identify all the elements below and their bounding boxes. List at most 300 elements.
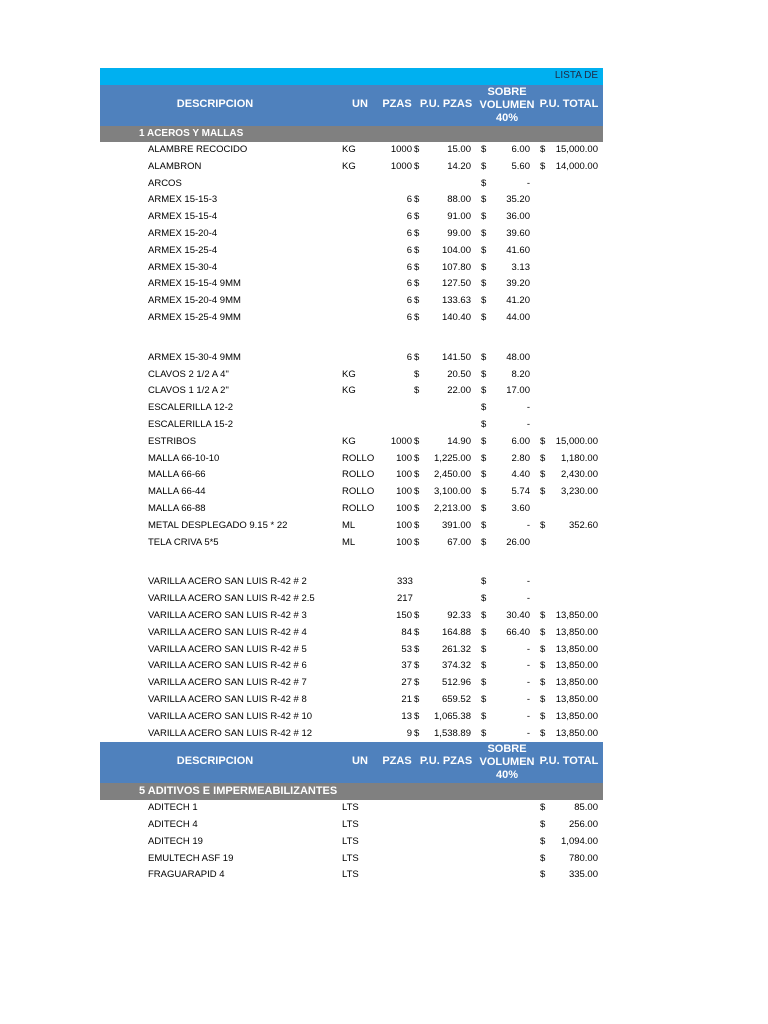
currency-sign: $ xyxy=(481,385,487,397)
currency-sign: $ xyxy=(414,536,420,548)
table-row xyxy=(100,159,603,176)
cell-pu-total: 2,430.00 xyxy=(561,469,598,481)
cell-pu-total: 13,850.00 xyxy=(555,626,598,638)
currency-sign: $ xyxy=(481,435,487,447)
header-sobre-volumen: SOBRE VOLUMEN 40% xyxy=(479,743,535,782)
currency-sign: $ xyxy=(481,418,487,430)
currency-sign: $ xyxy=(540,802,546,814)
cell-sobre-volumen: - xyxy=(526,418,530,430)
cell-descripcion: MALLA 66-10-10 xyxy=(148,452,220,464)
cell-pzas: 100 xyxy=(396,519,412,531)
cell-descripcion: VARILLA ACERO SAN LUIS R-42 # 4 xyxy=(148,626,307,638)
cell-pu-total: 780.00 xyxy=(568,852,598,864)
cell-pu-total: 13,850.00 xyxy=(555,693,598,705)
cell-un: ROLLO xyxy=(342,469,375,481)
header-un: UN xyxy=(352,755,368,768)
currency-sign: $ xyxy=(481,177,487,189)
cell-descripcion: VARILLA ACERO SAN LUIS R-42 # 6 xyxy=(148,660,307,672)
cell-descripcion: EMULTECH ASF 19 xyxy=(148,852,234,864)
cell-pu-pzas: 22.00 xyxy=(447,385,471,397)
table-row xyxy=(100,350,603,367)
cell-pu-total: 14,000.00 xyxy=(555,160,598,172)
cell-pu-pzas: 2,213.00 xyxy=(434,502,471,514)
currency-sign: $ xyxy=(540,144,546,155)
currency-sign: $ xyxy=(481,519,487,531)
cell-sobre-volumen: 4.40 xyxy=(511,469,530,481)
cell-descripcion: FRAGUARAPID 4 xyxy=(148,869,225,881)
currency-sign: $ xyxy=(481,660,487,672)
currency-sign: $ xyxy=(414,227,420,239)
table-row xyxy=(100,642,603,659)
cell-pzas: 37 xyxy=(401,660,412,672)
currency-sign: $ xyxy=(540,609,546,621)
currency-sign: $ xyxy=(540,486,546,498)
cell-pzas: 6 xyxy=(406,295,412,307)
cell-pu-total: 13,850.00 xyxy=(555,710,598,722)
currency-sign: $ xyxy=(481,144,487,155)
cell-pzas: 13 xyxy=(401,710,412,722)
currency-sign: $ xyxy=(540,435,546,447)
cell-pzas: 6 xyxy=(406,211,412,223)
currency-sign: $ xyxy=(540,469,546,481)
header-pzas: PZAS xyxy=(382,755,412,768)
cell-sobre-volumen: 30.40 xyxy=(506,609,530,621)
currency-sign: $ xyxy=(414,710,420,722)
cell-pu-total: 352.60 xyxy=(568,519,598,531)
cell-descripcion: VARILLA ACERO SAN LUIS R-42 # 2 xyxy=(148,576,307,588)
cell-sobre-volumen: - xyxy=(526,693,530,705)
cell-pu-pzas: 512.96 xyxy=(441,677,471,689)
currency-sign: $ xyxy=(481,452,487,464)
cell-un: ROLLO xyxy=(342,452,375,464)
table-row xyxy=(100,658,603,675)
currency-sign: $ xyxy=(540,626,546,638)
table-row xyxy=(100,675,603,692)
column-header-2 xyxy=(100,742,603,783)
table-row xyxy=(100,518,603,535)
cell-descripcion: ESCALERILLA 12-2 xyxy=(148,402,234,414)
cell-descripcion: ESTRIBOS xyxy=(148,435,197,447)
cell-sobre-volumen: 2.80 xyxy=(511,452,530,464)
cell-sobre-volumen: 5.60 xyxy=(511,160,530,172)
cell-pzas: 1000 xyxy=(390,160,412,172)
cell-descripcion: ARMEX 15-15-4 xyxy=(148,211,218,223)
currency-sign: $ xyxy=(540,869,546,881)
currency-sign: $ xyxy=(481,469,487,481)
cell-sobre-volumen: - xyxy=(526,576,530,588)
currency-sign: $ xyxy=(414,351,420,363)
cell-descripcion: ARMEX 15-25-4 xyxy=(148,244,218,256)
header-descripcion: DESCRIPCION xyxy=(176,98,254,110)
cell-pu-pzas: 141.50 xyxy=(441,351,471,363)
currency-sign: $ xyxy=(481,727,487,739)
table-row xyxy=(100,851,603,868)
cell-descripcion: MALLA 66-88 xyxy=(148,502,206,514)
cell-pu-total: 1,180.00 xyxy=(561,452,598,464)
cell-un: LTS xyxy=(342,852,359,864)
cell-sobre-volumen: 5.74 xyxy=(511,486,530,498)
cell-pzas: 53 xyxy=(401,643,412,655)
currency-sign: $ xyxy=(481,536,487,548)
cell-pu-pzas: 20.50 xyxy=(447,368,471,380)
table-row xyxy=(100,501,603,518)
cell-pzas: 6 xyxy=(406,227,412,239)
cell-sobre-volumen: 17.00 xyxy=(506,385,530,397)
cell-sobre-volumen: - xyxy=(526,402,530,414)
currency-sign: $ xyxy=(481,278,487,290)
currency-sign: $ xyxy=(540,693,546,705)
cell-sobre-volumen: 41.20 xyxy=(506,295,530,307)
cell-pu-pzas: 107.80 xyxy=(441,261,471,273)
currency-sign: $ xyxy=(481,677,487,689)
table-row xyxy=(100,800,603,817)
cell-pu-total: 1,094.00 xyxy=(561,835,598,847)
cell-descripcion: METAL DESPLEGADO 9.15 * 22 xyxy=(148,519,288,531)
cell-pu-pzas: 67.00 xyxy=(447,536,471,548)
currency-sign: $ xyxy=(481,402,487,414)
table-row xyxy=(100,608,603,625)
header-pzas: PZAS xyxy=(382,98,412,110)
header-sobre-volumen: SOBRE VOLUMEN 40% xyxy=(479,86,535,124)
cell-pzas: 217 xyxy=(397,593,413,605)
cell-sobre-volumen: 48.00 xyxy=(506,351,530,363)
cell-pu-total: 13,850.00 xyxy=(555,660,598,672)
cell-sobre-volumen: 39.20 xyxy=(506,278,530,290)
cell-pu-total: 13,850.00 xyxy=(555,727,598,739)
cell-pu-pzas: 659.52 xyxy=(441,693,471,705)
section-title-aditivos: 5 ADITIVOS E IMPERMEABILIZANTES xyxy=(100,783,603,800)
cell-un: LTS xyxy=(342,869,359,881)
table-row xyxy=(100,434,603,451)
cell-pu-pzas: 104.00 xyxy=(441,244,471,256)
currency-sign: $ xyxy=(414,660,420,672)
table-row xyxy=(100,726,603,743)
cell-pzas: 6 xyxy=(406,244,412,256)
cell-pu-pzas: 1,065.38 xyxy=(434,710,471,722)
table-row xyxy=(100,867,603,884)
cell-pzas: 333 xyxy=(397,576,413,588)
cell-pu-pzas: 91.00 xyxy=(447,211,471,223)
table-row xyxy=(100,417,603,434)
cell-pu-total: 15,000.00 xyxy=(555,435,598,447)
table-row xyxy=(100,400,603,417)
cell-descripcion: ADITECH 1 xyxy=(148,802,198,814)
cell-pzas: 100 xyxy=(396,502,412,514)
cell-pu-pzas: 14.90 xyxy=(447,435,471,447)
currency-sign: $ xyxy=(414,295,420,307)
cell-pu-pzas: 3,100.00 xyxy=(434,486,471,498)
cell-pu-pzas: 391.00 xyxy=(441,519,471,531)
cell-descripcion: ADITECH 4 xyxy=(148,819,198,831)
cell-descripcion: ARMEX 15-15-3 xyxy=(148,194,218,206)
cell-sobre-volumen: - xyxy=(526,177,530,189)
cell-pu-total: 3,230.00 xyxy=(561,486,598,498)
currency-sign: $ xyxy=(414,469,420,481)
cell-pzas: 6 xyxy=(406,194,412,206)
price-list-sheet xyxy=(100,68,603,884)
cell-pu-total: 13,850.00 xyxy=(555,609,598,621)
cell-pu-total: 13,850.00 xyxy=(555,677,598,689)
table-row xyxy=(100,451,603,468)
cell-pu-pzas: 15.00 xyxy=(447,144,471,155)
currency-sign: $ xyxy=(414,144,420,155)
currency-sign: $ xyxy=(414,693,420,705)
cell-un: KG xyxy=(342,144,356,155)
cell-pzas: 100 xyxy=(396,452,412,464)
currency-sign: $ xyxy=(414,452,420,464)
cell-sobre-volumen: - xyxy=(526,643,530,655)
currency-sign: $ xyxy=(481,593,487,605)
currency-sign: $ xyxy=(414,435,420,447)
cell-sobre-volumen: - xyxy=(526,519,530,531)
cell-pzas: 1000 xyxy=(390,144,412,155)
cell-pzas: 6 xyxy=(406,261,412,273)
table-row xyxy=(100,367,603,384)
title-bar xyxy=(100,68,603,85)
table-row xyxy=(100,467,603,484)
cell-sobre-volumen: 39.60 xyxy=(506,227,530,239)
currency-sign: $ xyxy=(481,486,487,498)
header-pu-total: P.U. TOTAL xyxy=(539,755,599,768)
blank-row xyxy=(100,551,603,574)
cell-sobre-volumen: 3.13 xyxy=(511,261,530,273)
cell-sobre-volumen: 36.00 xyxy=(506,211,530,223)
table-row xyxy=(100,834,603,851)
cell-pu-pzas: 140.40 xyxy=(441,311,471,323)
table-row xyxy=(100,484,603,501)
currency-sign: $ xyxy=(481,710,487,722)
cell-descripcion: VARILLA ACERO SAN LUIS R-42 # 8 xyxy=(148,693,307,705)
currency-sign: $ xyxy=(481,211,487,223)
currency-sign: $ xyxy=(414,385,420,397)
header-pu-pzas: P.U. PZAS xyxy=(419,98,473,110)
currency-sign: $ xyxy=(414,609,420,621)
table-row xyxy=(100,260,603,277)
cell-pzas: 100 xyxy=(396,469,412,481)
cell-descripcion: ARMEX 15-20-4 9MM xyxy=(148,295,241,307)
cell-pu-total: 13,850.00 xyxy=(555,643,598,655)
currency-sign: $ xyxy=(481,643,487,655)
cell-pu-total: 335.00 xyxy=(568,869,598,881)
cell-sobre-volumen: - xyxy=(526,710,530,722)
currency-sign: $ xyxy=(414,643,420,655)
currency-sign: $ xyxy=(481,502,487,514)
currency-sign: $ xyxy=(540,452,546,464)
cell-un: LTS xyxy=(342,819,359,831)
currency-sign: $ xyxy=(414,368,420,380)
cell-un: LTS xyxy=(342,835,359,847)
currency-sign: $ xyxy=(540,519,546,531)
currency-sign: $ xyxy=(414,519,420,531)
table-row xyxy=(100,192,603,209)
cell-descripcion: VARILLA ACERO SAN LUIS R-42 # 12 xyxy=(148,727,313,739)
cell-pu-pzas: 14.20 xyxy=(447,160,471,172)
cell-sobre-volumen: 6.00 xyxy=(511,144,530,155)
cell-pu-total: 15,000.00 xyxy=(555,144,598,155)
cell-descripcion: ALAMBRE RECOCIDO xyxy=(148,144,248,155)
header-un: UN xyxy=(352,98,368,110)
cell-pzas: 100 xyxy=(396,536,412,548)
cell-sobre-volumen: 3.60 xyxy=(511,502,530,514)
currency-sign: $ xyxy=(414,502,420,514)
currency-sign: $ xyxy=(414,486,420,498)
table-row xyxy=(100,276,603,293)
cell-un: KG xyxy=(342,160,356,172)
cell-pzas: 6 xyxy=(406,351,412,363)
table-row xyxy=(100,310,603,327)
currency-sign: $ xyxy=(414,311,420,323)
currency-sign: $ xyxy=(481,227,487,239)
table-row xyxy=(100,226,603,243)
table-row xyxy=(100,293,603,310)
header-pu-total: P.U. TOTAL xyxy=(539,98,599,110)
header-descripcion: DESCRIPCION xyxy=(176,755,254,768)
table-row xyxy=(100,142,603,159)
table-row xyxy=(100,574,603,591)
currency-sign: $ xyxy=(414,727,420,739)
column-header-1 xyxy=(100,85,603,126)
blank-row xyxy=(100,327,603,350)
currency-sign: $ xyxy=(540,710,546,722)
cell-descripcion: ARCOS xyxy=(148,177,182,189)
cell-pu-pzas: 99.00 xyxy=(447,227,471,239)
table-row xyxy=(100,383,603,400)
currency-sign: $ xyxy=(540,677,546,689)
currency-sign: $ xyxy=(414,677,420,689)
currency-sign: $ xyxy=(481,295,487,307)
cell-pu-pzas: 164.88 xyxy=(441,626,471,638)
cell-descripcion: ESCALERILLA 15-2 xyxy=(148,418,234,430)
cell-descripcion: ARMEX 15-25-4 9MM xyxy=(148,311,241,323)
currency-sign: $ xyxy=(414,194,420,206)
currency-sign: $ xyxy=(481,244,487,256)
cell-sobre-volumen: - xyxy=(526,660,530,672)
cell-pzas: 100 xyxy=(396,486,412,498)
cell-sobre-volumen: 6.00 xyxy=(511,435,530,447)
table-row xyxy=(100,591,603,608)
cell-descripcion: MALLA 66-44 xyxy=(148,486,206,498)
cell-pu-pzas: 1,225.00 xyxy=(434,452,471,464)
currency-sign: $ xyxy=(481,693,487,705)
cell-pzas: 84 xyxy=(401,626,412,638)
cell-descripcion: VARILLA ACERO SAN LUIS R-42 # 3 xyxy=(148,609,307,621)
cell-sobre-volumen: - xyxy=(526,727,530,739)
currency-sign: $ xyxy=(481,609,487,621)
currency-sign: $ xyxy=(481,194,487,206)
cell-descripcion: ADITECH 19 xyxy=(148,835,203,847)
table-row xyxy=(100,243,603,260)
cell-descripcion: VARILLA ACERO SAN LUIS R-42 # 7 xyxy=(148,677,307,689)
cell-pu-pzas: 127.50 xyxy=(441,278,471,290)
cell-pzas: 21 xyxy=(401,693,412,705)
cell-pzas: 1000 xyxy=(390,435,412,447)
table-row xyxy=(100,817,603,834)
cell-pzas: 6 xyxy=(406,278,412,290)
currency-sign: $ xyxy=(540,852,546,864)
currency-sign: $ xyxy=(540,643,546,655)
cell-pu-pzas: 92.33 xyxy=(447,609,471,621)
cell-un: ROLLO xyxy=(342,486,375,498)
cell-sobre-volumen: 35.20 xyxy=(506,194,530,206)
currency-sign: $ xyxy=(481,160,487,172)
table-row xyxy=(100,709,603,726)
header-pu-pzas: P.U. PZAS xyxy=(419,755,473,768)
cell-descripcion: ARMEX 15-30-4 xyxy=(148,261,218,273)
cell-pzas: 150 xyxy=(396,609,412,621)
table-row xyxy=(100,625,603,642)
sheet-title: LISTA DE xyxy=(554,70,598,81)
cell-descripcion: CLAVOS 1 1/2 A 2" xyxy=(148,385,229,397)
cell-pu-pzas: 374.32 xyxy=(441,660,471,672)
currency-sign: $ xyxy=(414,626,420,638)
cell-pu-pzas: 261.32 xyxy=(441,643,471,655)
currency-sign: $ xyxy=(481,351,487,363)
section-rows-aditivos xyxy=(100,800,603,884)
currency-sign: $ xyxy=(414,160,420,172)
cell-un: LTS xyxy=(342,802,359,814)
cell-descripcion: VARILLA ACERO SAN LUIS R-42 # 2.5 xyxy=(148,593,315,605)
cell-pu-pzas: 1,538.89 xyxy=(434,727,471,739)
currency-sign: $ xyxy=(540,660,546,672)
currency-sign: $ xyxy=(414,244,420,256)
cell-pzas: 27 xyxy=(401,677,412,689)
currency-sign: $ xyxy=(540,727,546,739)
currency-sign: $ xyxy=(481,311,487,323)
cell-pu-pzas: 88.00 xyxy=(447,194,471,206)
cell-sobre-volumen: - xyxy=(526,677,530,689)
cell-sobre-volumen: 41.60 xyxy=(506,244,530,256)
cell-sobre-volumen: 66.40 xyxy=(506,626,530,638)
table-row xyxy=(100,176,603,193)
cell-pu-pzas: 133.63 xyxy=(441,295,471,307)
section-rows-aceros xyxy=(100,142,603,742)
cell-pzas: 6 xyxy=(406,311,412,323)
currency-sign: $ xyxy=(540,819,546,831)
currency-sign: $ xyxy=(414,278,420,290)
cell-descripcion: VARILLA ACERO SAN LUIS R-42 # 5 xyxy=(148,643,307,655)
cell-pu-total: 85.00 xyxy=(574,802,598,814)
cell-descripcion: MALLA 66-66 xyxy=(148,469,206,481)
currency-sign: $ xyxy=(481,626,487,638)
cell-descripcion: VARILLA ACERO SAN LUIS R-42 # 10 xyxy=(148,710,313,722)
cell-sobre-volumen: 44.00 xyxy=(506,311,530,323)
currency-sign: $ xyxy=(481,576,487,588)
cell-un: ML xyxy=(342,536,356,548)
cell-un: KG xyxy=(342,385,356,397)
cell-un: KG xyxy=(342,368,356,380)
cell-descripcion: ARMEX 15-15-4 9MM xyxy=(148,278,241,290)
table-row xyxy=(100,209,603,226)
cell-descripcion: CLAVOS 2 1/2 A 4" xyxy=(148,368,229,380)
cell-sobre-volumen: 26.00 xyxy=(506,536,530,548)
cell-descripcion: ARMEX 15-20-4 xyxy=(148,227,218,239)
cell-sobre-volumen: 8.20 xyxy=(511,368,530,380)
currency-sign: $ xyxy=(481,368,487,380)
currency-sign: $ xyxy=(540,835,546,847)
currency-sign: $ xyxy=(540,160,546,172)
table-row xyxy=(100,535,603,552)
cell-descripcion: TELA CRIVA 5*5 xyxy=(148,536,219,548)
cell-descripcion: ALAMBRON xyxy=(148,160,202,172)
cell-pu-total: 256.00 xyxy=(568,819,598,831)
cell-un: KG xyxy=(342,435,356,447)
section-title-aceros: 1 ACEROS Y MALLAS xyxy=(100,126,603,142)
cell-pzas: 9 xyxy=(406,727,412,739)
cell-descripcion: ARMEX 15-30-4 9MM xyxy=(148,351,241,363)
table-row xyxy=(100,692,603,709)
currency-sign: $ xyxy=(414,261,420,273)
cell-pu-pzas: 2,450.00 xyxy=(434,469,471,481)
